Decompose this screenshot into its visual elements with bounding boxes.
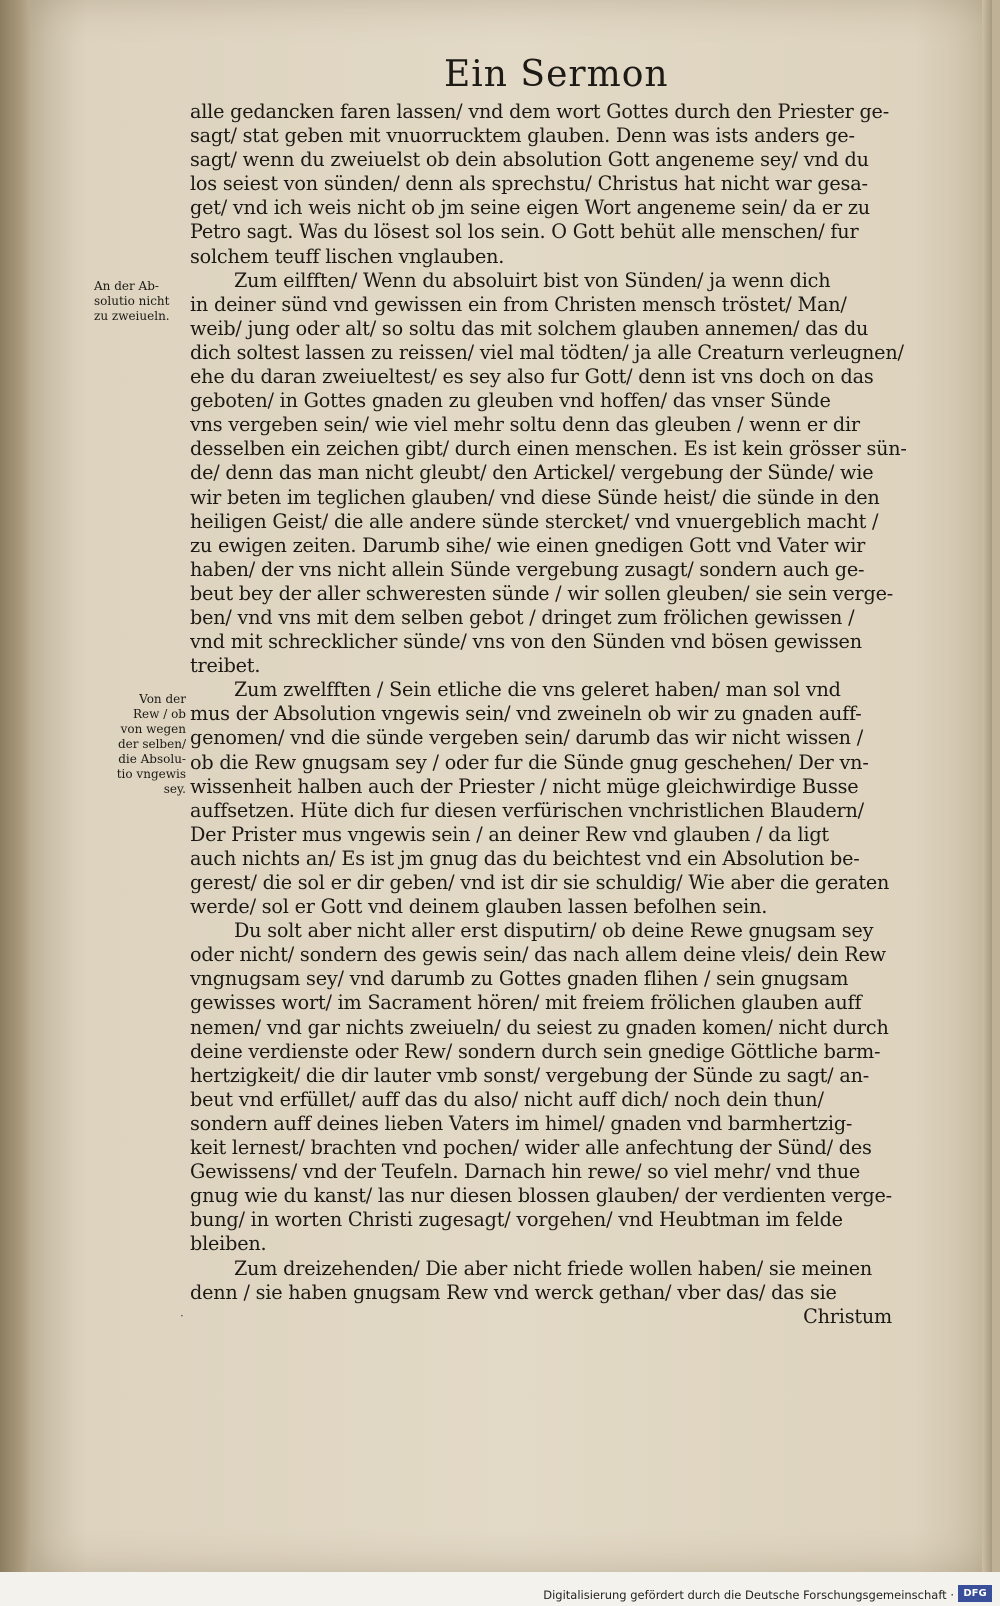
text-line: desselben ein zeichen gibt/ durch einen menschen. Es ist kein grösser sün- (190, 437, 907, 461)
text-line: genomen/ vnd die sünde vergeben sein/ darumb das wir nicht wissen / (190, 726, 863, 750)
text-line: vnd mit schrecklicher sünde/ vns von den Sünden vnd bösen gewissen (190, 630, 862, 654)
text-line: Gewissens/ vnd der Teufeln. Darnach hin rewe/ so viel mehr/ vnd thue (190, 1160, 861, 1184)
text-line: gewisses wort/ im Sacrament hören/ mit freiem frölichen glauben auff (190, 991, 862, 1015)
text-line: los seiest von sünden/ denn als sprechstu/ Christus hat nicht war gesa- (190, 172, 868, 196)
dfg-logo: DFG (958, 1585, 992, 1602)
text-line: mus der Absolution vngewis sein/ vnd zweineln ob wir zu gnaden auff- (190, 702, 862, 726)
text-line: Petro sagt. Was du lösest sol los sein. O Gott behüt alle menschen/ fur (190, 220, 859, 244)
text-line: ben/ vnd vns mit dem selben gebot / dringet zum frölichen gewissen / (190, 605, 855, 629)
text-line: auffsetzen. Hüte dich fur diesen verfürischen vnchristlichen Blaudern/ (190, 798, 864, 822)
text-line: geboten/ in Gottes gnaden zu gleuben vnd hoffen/ das vnser Sünde (190, 389, 831, 413)
text-line: Christum (803, 1304, 892, 1328)
running-head: Ein Sermon (444, 54, 669, 95)
text-line: ehe du daran zweiueltest/ es sey also fur Gott/ denn ist vns doch on das (190, 365, 874, 389)
catchword-mark: · (180, 1309, 184, 1323)
text-line: deine verdienste oder Rew/ sondern durch sein gnedige Göttliche barm- (190, 1039, 881, 1063)
text-line: nemen/ vnd gar nichts zweiueln/ du seiest zu gnaden komen/ nicht durch (190, 1015, 889, 1039)
text-line: Zum eilfften/ Wenn du absoluirt bist von Sünden/ ja wenn dich (234, 268, 831, 292)
text-line: bung/ in worten Christi zugesagt/ vorgehen/ vnd Heubtman im felde (190, 1208, 843, 1232)
text-line: Zum dreizehenden/ Die aber nicht friede wollen haben/ sie meinen (234, 1256, 873, 1280)
text-line: ob die Rew gnugsam sey / oder fur die Sünde gnug geschehen/ Der vn- (190, 750, 869, 774)
text-line: bleiben. (190, 1232, 267, 1256)
text-line: keit lernest/ brachten vnd pochen/ wider alle anfechtung der Sünd/ des (190, 1136, 872, 1160)
text-line: auch nichts an/ Es ist jm gnug das du beichtest vnd ein Absolution be- (190, 846, 860, 870)
text-line: weib/ jung oder alt/ so soltu das mit solchem glauben annemen/ das du (190, 316, 869, 340)
text-line: get/ vnd ich weis nicht ob jm seine eigen Wort angeneme sein/ da er zu (190, 196, 870, 220)
text-line: oder nicht/ sondern des gewis sein/ das nach allem deine vleis/ dein Rew (190, 943, 886, 967)
text-line: de/ denn das man nicht gleubt/ den Artickel/ vergebung der Sünde/ wie (190, 461, 874, 485)
text-block (190, 100, 910, 1329)
text-line: gerest/ die sol er dir geben/ vnd ist dir sie schuldig/ Wie aber die geraten (190, 871, 890, 894)
text-line: beut vnd erfüllet/ auff das du also/ nicht auff dich/ noch dein thun/ (190, 1087, 824, 1111)
text-line: vngnugsam sey/ vnd darumb zu Gottes gnaden flihen / sein gnugsam (190, 967, 849, 991)
text-line: gnug wie du kanst/ las nur diesen blossen glauben/ der verdienten verge- (190, 1184, 892, 1208)
text-line: Der Prister mus vngewis sein / an deiner Rew vnd glauben / da ligt (190, 822, 829, 846)
margin-note-absolution: An der Ab- solutio nicht zu zweiueln. (94, 279, 170, 323)
footer-credit: Digitalisierung gefördert durch die Deutsche Forschungsgemeinschaft · (543, 1588, 954, 1602)
text-line: beut bey der aller schweresten sünde / wir sollen gleuben/ sie sein verge- (190, 581, 894, 605)
text-line: heiligen Geist/ die alle andere sünde stercket/ vnd vnuergeblich macht / (190, 509, 879, 533)
text-line: wir beten im teglichen glauben/ vnd diese Sünde heist/ die sünde in den (190, 485, 880, 509)
text-line: treibet. (190, 654, 261, 678)
text-line: sagt/ wenn du zweiuelst ob dein absolution Gott angeneme sey/ vnd du (190, 148, 869, 172)
text-line: hertzigkeit/ die dir lauter vmb sonst/ vergebung der Sünde zu sagt/ an- (190, 1063, 870, 1087)
book-gutter (0, 0, 34, 1572)
text-line: dich soltest lassen zu reissen/ viel mal tödten/ ja alle Creaturn verleugnen/ (190, 340, 904, 364)
text-line: denn / sie haben gnugsam Rew vnd werck gethan/ vber das/ das sie (190, 1280, 837, 1304)
margin-note-rew: Von der Rew / ob von wegen der selben/ die Absolu- tio vngewis sey. (116, 692, 186, 796)
text-line: in deiner sünd vnd gewissen ein from Christen mensch tröstet/ Man/ (190, 292, 847, 316)
text-line: haben/ der vns nicht allein Sünde vergebung zusagt/ sondern auch ge- (190, 557, 865, 581)
text-line: Du solt aber nicht aller erst disputirn/ ob deine Rewe gnugsam sey (234, 919, 874, 943)
text-line: wissenheit halben auch der Priester / nicht müge gleichwirdige Busse (190, 774, 859, 798)
text-line: vns vergeben sein/ wie viel mehr soltu denn das gleuben / wenn er dir (190, 413, 860, 437)
text-line: sagt/ stat geben mit vnuorrucktem glauben. Denn was ists anders ge- (190, 124, 855, 148)
text-line: solchem teuff lischen vnglauben. (190, 244, 505, 268)
text-line: sondern auff deines lieben Vaters im himel/ gnaden vnd barmhertzig- (190, 1111, 853, 1135)
text-line: zu ewigen zeiten. Darumb sihe/ wie einen gnedigen Gott vnd Vater wir (190, 533, 866, 557)
text-line: alle gedancken faren lassen/ vnd dem wort Gottes durch den Priester ge- (190, 100, 889, 123)
text-line: Zum zwelfften / Sein etliche die vns geleret haben/ man sol vnd (234, 678, 841, 702)
page-edge (982, 0, 992, 1572)
text-line: werde/ sol er Gott vnd deinem glauben lassen befolhen sein. (190, 895, 768, 919)
